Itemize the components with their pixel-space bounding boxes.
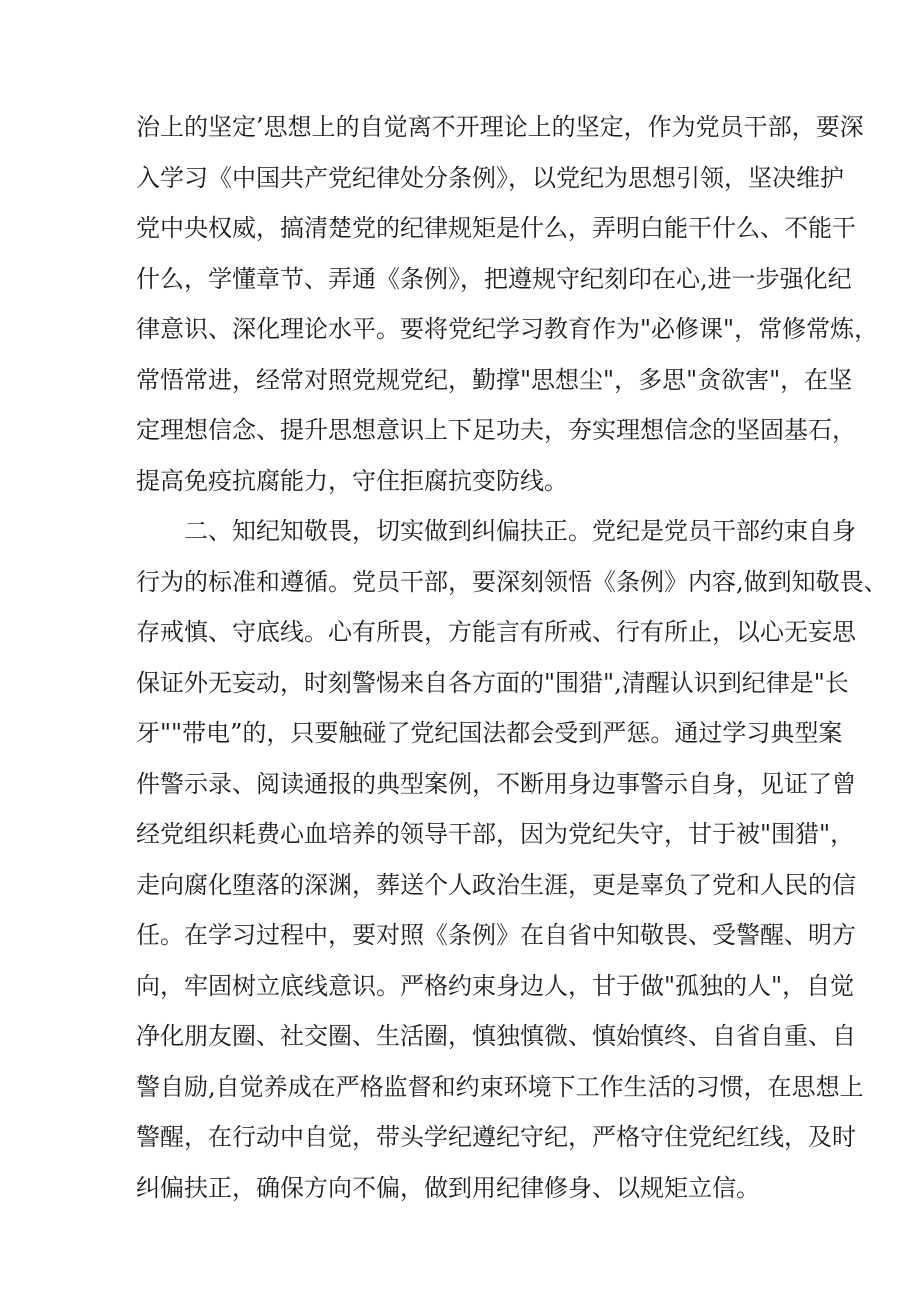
text-line: 纠偏扶正，确保方向不偏，做到用纪律修身、以规矩立信。	[136, 1173, 760, 1202]
text-line: 常悟常进，经常对照党规党纪，勤撑"思想尘"，多思"贪欲害"，在坚	[136, 365, 853, 394]
text-line: 走向腐化堕落的深渊，葬送个人政治生涯，更是辜负了党和人民的信	[136, 870, 856, 899]
text-line: 提高免疫抗腐能力，守住拒腐抗变防线。	[136, 466, 568, 495]
text-line: 二、知纪知敬畏，切实做到纠偏扶正。党纪是党员干部约束自身	[184, 517, 856, 545]
text-line: 件警示录、阅读通报的典型案例，不断用身边事警示自身，见证了曾	[136, 769, 856, 798]
text-line: 经党组织耗费心血培养的领导干部，因为党纪失守，甘于被"围猎"，	[136, 820, 855, 848]
text-line: 向，牢固树立底线意识。严格约束身边人，甘于做"孤独的人"，自觉	[136, 971, 855, 1000]
text-line: 任。在学习过程中，要对照《条例》在自省中知敬畏、受警醒、明方	[136, 921, 856, 949]
text-line: 治上的坚定’思想上的自觉离不开理论上的坚定，作为党员干部，要深	[136, 113, 864, 141]
text-line: 党中央权威，搞清楚党的纪律规矩是什么，弄明白能干什么、不能干	[136, 214, 856, 242]
text-line: 行为的标准和遵循。党员干部，要深刻领悟《条例》内容,做到知敬畏、	[136, 567, 888, 596]
text-line: 定理想信念、提升思想意识上下足功夫，夯实理想信念的坚固基石，	[136, 416, 856, 444]
text-line: 净化朋友圈、社交圈、生活圈，慎独慎微、慎始慎终、自省自重、自	[136, 1022, 856, 1050]
text-line: 什么，学懂章节、弄通《条例》，把遵规守纪刻印在心,进一步强化纪	[136, 264, 852, 293]
text-line: 警自励,自觉养成在严格监督和约束环境下工作生活的习惯，在思想上	[136, 1072, 864, 1101]
text-line: 入学习《中国共产党纪律处分条例》，以党纪为思想引领，坚决维护	[136, 163, 844, 192]
text-line: 存戒慎、守底线。心有所畏，方能言有所戒、行有所止，以心无妄思	[136, 618, 856, 646]
text-line: 牙""带电”的，只要触碰了党纪国法都会受到严惩。通过学习典型案	[136, 719, 843, 747]
text-line: 警醒，在行动中自觉，带头学纪遵纪守纪，严格守住党纪红线，及时	[136, 1123, 856, 1151]
text-line: 律意识、深化理论水平。要将党纪学习教育作为"必修课"，常修常炼，	[136, 315, 879, 343]
text-line: 保证外无妄动，时刻警惕来自各方面的"围猎",清醒认识到纪律是"长	[136, 668, 849, 697]
